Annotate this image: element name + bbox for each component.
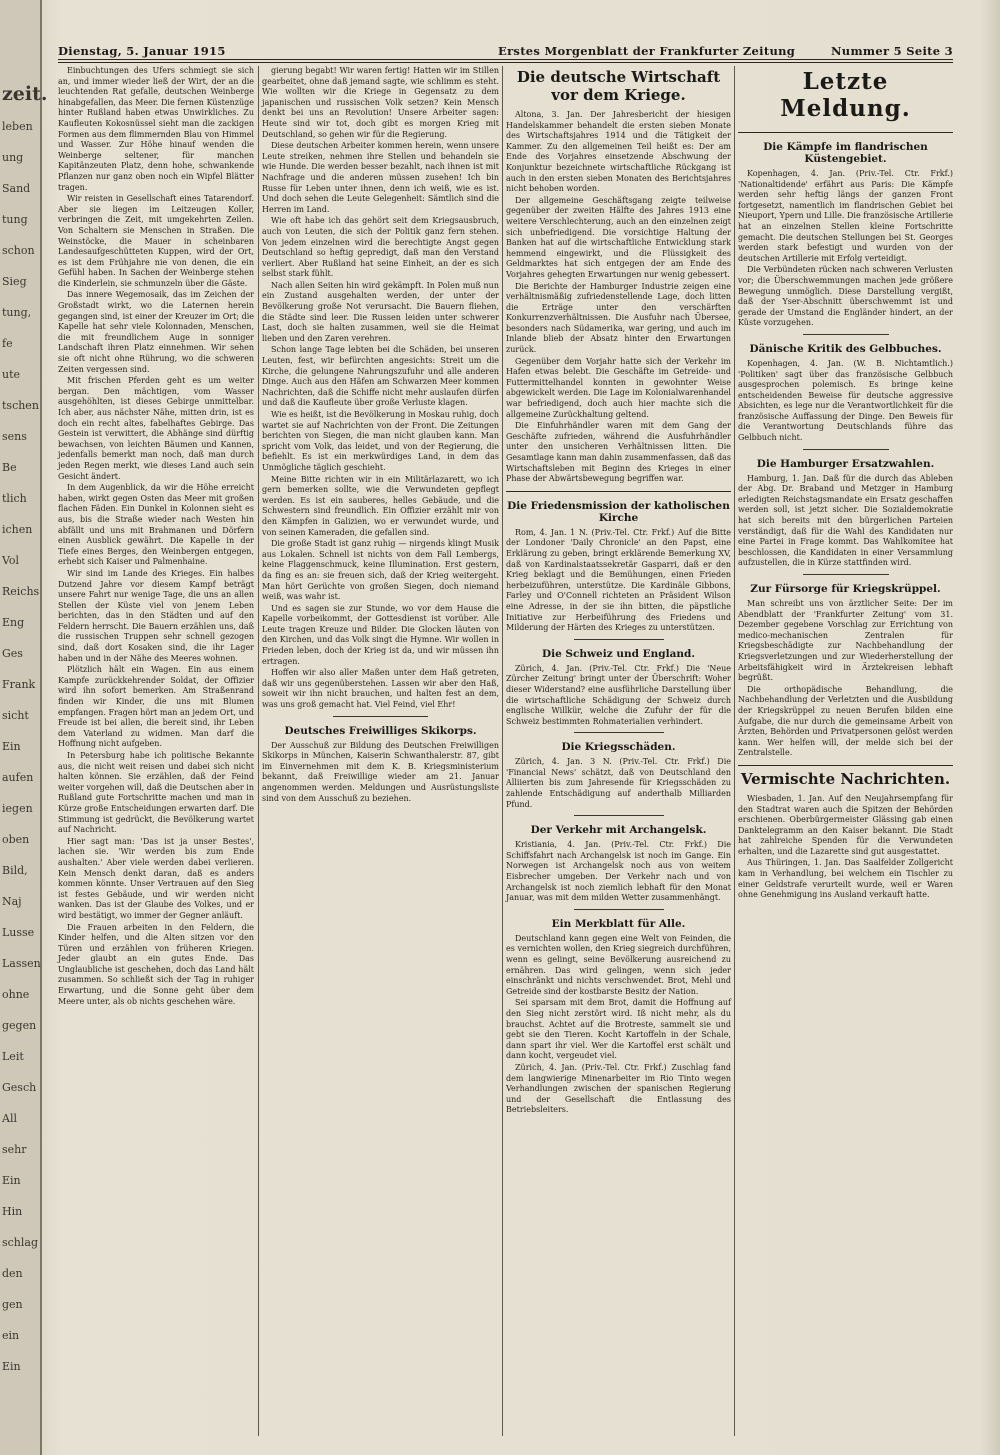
paragraph: In Petersburg habe ich politische Bekannte aus, die nicht weit reisen und dabei sich nicht halten können. Sie erzählen, daß der Feind weiter vorgehen will, daß die Deutschen aber in Rußland gute Fortschritte machen und man in Kürze große Entscheidungen erwarten darf. Die Stimmung ist gedrückt, die Bevölkerung wartet auf Nachricht. [58, 751, 254, 835]
strip-fragment: tung [2, 213, 28, 226]
strip-fragment: Ein [2, 1174, 21, 1187]
section-divider [738, 765, 953, 766]
article-title-kriegsschaeden: Die Kriegsschäden. [561, 741, 676, 754]
paragraph: Die orthopädische Behandlung, die Nachbehandlung der Verletzten und die Ausbildung der Kriegskrüppel zu neuen Berufen bilden eine Aufgabe, die nur durch die gemeinsame Arbeit von Ärzten, Behörden und Privatpersonen gelöst werden kann. Wer helfen will, der melde sich bei der Zentralstelle. [738, 684, 953, 758]
strip-fragment: Eng [2, 616, 25, 629]
paragraph: Wie oft habe ich das gehört seit dem Kriegsausbruch, auch von Leuten, die sich der Politik ganz fern stehen. Von jedem einzelnen wird die berechtigte Angst gegen Deutschland so heftig gepredigt, daß man den Verstand verliert. Aber Rußland hat seine Einheit, an der es sich selbst stark fühlt. [262, 216, 499, 279]
paragraph: Gegenüber dem Vorjahr hatte sich der Verkehr im Hafen etwas belebt. Die Geschäfte im Getreide- und Futtermittelhandel konnten in gewohnter Weise abgewickelt werden. Die Lage im Kolonialwarenhandel war befriedigend, doch auch hier machte sich die allgemeine Zurückhaltung geltend. [506, 356, 731, 419]
strip-fragment: All [2, 1112, 17, 1125]
strip-fragment: sicht [2, 709, 29, 722]
article-title-wirtschaft: Die deutsche Wirtschaft vor dem Kriege. [516, 68, 721, 104]
paragraph: Kopenhagen, 4. Jan. (Priv.-Tel. Ctr. Frkf.) 'Nationaltidende' erfährt aus Paris: Die Kämpfe werden sehr heftig längs der ganzen Front fortgesetzt, namentlich im flandrischen Gebiet bei Nieuport, Ypern und Lille. Die französische Artillerie hat an einzelnen Stellen kleine Fortschritte gemacht. Die deutschen Stellungen bei St. Georges werden stark befestigt und wurden von der deutschen Artillerie mit Erfolg verteidigt. [738, 169, 953, 263]
strip-fragment: Be [2, 461, 17, 474]
strip-fragment: tlich [2, 492, 27, 505]
paragraph: Hier sagt man: 'Das ist ja unser Bestes', lachen sie. 'Wir werden bis zum Ende aushalten.' Aber viele werden dabei verlieren. Kein Mensch denkt daran, daß es anders kommen könnte. Unser Vertrauen auf den Sieg ist festes Gebäude, und wir werden nicht wanken. Das ist der Glaube des Volkes, und er wird bestätigt, wo immer der Gegner anläuft. [58, 836, 254, 920]
paragraph: Die Berichte der Hamburger Industrie zeigen eine verhältnismäßig zufriedenstellende Lage, doch litten die Erträge unter den verschärften Konkurrenzverhältnissen. Die Ausfuhr nach Übersee, besonders nach Südamerika, war gering, und auch im Inlande blieb der Absatz hinter den Erwartungen zurück. [506, 281, 731, 355]
paragraph: Meine Bitte richten wir in ein Militärlazarett, wo ich gern bemerken sollte, wie die Verwundeten gepflegt werden. Es ist ein sauberes, helles Gebäude, und die Schwestern sind freundlich. Ein Offizier erzählt mir von den Kämpfen in Galizien, wo er verwundet wurde, und von seinen Kameraden, die gefallen sind. [262, 474, 499, 537]
paragraph: Wir sind im Lande des Krieges. Ein halbes Dutzend Jahre vor diesem Kampf beträgt unsere Fahrt nur wenige Tage, die uns an allen Stellen der Küste viel von jenem Leben berichten, das in den Städten und auf den Feldern herrscht. Die Bauern erzählen uns, daß die russischen Truppen sehr schnell gezogen sind, daß dort Kosaken sind, die ihr Lager haben und in der Nähe des Meeres wohnen. [58, 568, 254, 663]
article-title-skikorps: Deutsches Freiwilliges Skikorps. [284, 724, 477, 737]
paragraph: Die Einfuhrhändler waren mit dem Gang der Geschäfte zufrieden, während die Ausfuhrhändler unter den unsicheren Verhältnissen litten. Die Gesamtlage kann man dahin zusammenfassen, daß das Wirtschaftsleben mit Beginn des Krieges in einer Phase der Abwärtsbewegung begriffen war. [506, 421, 731, 484]
strip-fragment: zeit. [2, 83, 48, 105]
strip-fragment: Lusse [2, 926, 35, 939]
header-rule-2 [58, 62, 953, 63]
header-rule [58, 59, 953, 60]
strip-fragment: ohne [2, 988, 30, 1001]
paragraph: Hoffen wir also aller Maßen unter dem Haß getreten, daß wir uns gegenüberstehen. Lassen wir aber den Haß, soweit wir ihn nicht brauchen, und halten fest an dem, was uns groß gemacht hat. Viel Feind, viel Ehr! [262, 668, 499, 710]
paragraph: Wiesbaden, 1. Jan. Auf den Neujahrsempfang für den Stadtrat waren auch die Spitzen der Behörden erschienen. Oberbürgermeister Glässing gab einen Danktelegramm an den Kaiser bekannt. Die Stadt hat zahlreiche Spenden für die Verwundeten erhalten, und die Lazarette sind gut ausgestattet. [738, 793, 953, 856]
section-divider [333, 716, 428, 717]
strip-fragment: leben [2, 120, 33, 133]
strip-fragment: Naj [2, 895, 22, 908]
article-title-merkblatt: Ein Merkblatt für Alle. [551, 917, 686, 930]
header-page-number: Nummer 5 Seite 3 [830, 44, 953, 58]
section-title-letzte-meldung: Letzte Meldung. [780, 68, 911, 122]
strip-fragment: iegen [2, 802, 33, 815]
strip-fragment: schlag [2, 1236, 39, 1249]
strip-fragment: Hin [2, 1205, 23, 1218]
strip-fragment: Ges [2, 647, 23, 660]
strip-fragment: ein [2, 1329, 20, 1342]
paragraph: Kopenhagen, 4. Jan. (W. B. Nichtamtlich.) 'Politiken' sagt über das französische Gelbbuch ausgesprochen polemisch. Es bringe keine entscheidenden Beweise für deutsche aggressive Absichten, es lege nur die Verantwortlichkeit für die französische Auffassung der Dinge. Den Beweis für die Verantwortung Deutschlands führe das Gelbbuch nicht. [738, 358, 953, 443]
paragraph: Hamburg, 1. Jan. Daß für die durch das Ableben der Abg. Dr. Braband und Metzger in Hamburg erledigten Reichstagsmandate ein Ersatz geschaffen werden soll, ist jetzt sicher. Die Sozialdemokratie hat sich bereits mit den bürgerlichen Parteien verständigt, daß für die Wahl des Kandidaten nur eine Partei in Frage kommt. Das Wahlkomitee hat beschlossen, die Kandidaten in einer Versammlung aufzustellen, die in Kürze stattfinden wird. [738, 473, 953, 568]
section-divider [574, 732, 664, 733]
strip-fragment: ung [2, 151, 24, 164]
column-2 [262, 66, 499, 1438]
strip-fragment: sens [2, 430, 27, 443]
section-divider [574, 815, 664, 816]
strip-fragment: Sand [2, 182, 31, 195]
paragraph: Nach allen Seiten hin wird gekämpft. In Polen muß nun ein Zustand ausgehalten werden, der unter der Bevölkerung große Not verursacht. Die Bauern fliehen, die Städte sind leer. Die Russen leiden unter schwerer Last, doch sie halten zusammen, weil sie die Heimat lieben und den Zaren verehren. [262, 280, 499, 343]
strip-fragment: Vol [2, 554, 20, 567]
strip-fragment: Bild, [2, 864, 28, 877]
strip-fragment: ichen [2, 523, 33, 536]
strip-fragment: Gesch [2, 1081, 37, 1094]
column-divider [734, 66, 735, 1436]
paragraph: Sei sparsam mit dem Brot, damit die Hoffnung auf den Sieg nicht zerstört wird. Iß nicht mehr, als du brauchst. Achtet auf die Brotreste, sammelt sie und gebt sie den Tieren. Kocht Kartoffeln in der Schale, dann spart ihr viel. Wer die Kartoffel erst schält und dann kocht, vergeudet viel. [506, 998, 731, 1061]
strip-fragment: sehr [2, 1143, 27, 1156]
paragraph: Altona, 3. Jan. Der Jahresbericht der hiesigen Handelskammer behandelt die ersten sieben Monate des Wirtschaftsjahres 1914 und die Tätigkeit der Kammer. Zu den allgemeinen Teil heißt es: Der am Ende des Vorjahres einsetzende Abschwung der Konjunktur bezeichnete wirtschaftliche Rückgang ist auch in den ersten sieben Monaten des Berichtsjahres nicht behoben worden. [506, 110, 731, 194]
paragraph: gierung begabt! Wir waren fertig! Hatten wir im Stillen gearbeitet, ohne daß jemand sagte, wie schlimm es steht. Wie wollten wir die Kriege in Gegensatz zu dem japanischen und russischen Volk setzen? Kein Mensch denkt bei uns an Revolution! Unsere Arbeiter sagen: Heute sind wir tot, doch gibt es morgen Krieg mit Deutschland, so gehen wir für die Regierung. [262, 66, 499, 139]
column-3 [506, 66, 731, 1438]
adjacent-page-strip [0, 0, 48, 1455]
article-title-kaempfe: Die Kämpfe im flandrischen Küstengebiet. [763, 141, 928, 165]
strip-fragment: tung, [2, 306, 32, 319]
column-divider [502, 66, 503, 1436]
strip-fragment: gen [2, 1298, 23, 1311]
section-divider [803, 449, 889, 450]
article-title-gelbbuch: Dänische Kritik des Gelbbuches. [749, 342, 942, 355]
paragraph: Schon lange Tage lebten bei die Schäden, bei unseren Leuten, fest, wir befürchten angesichts: Streit um die Kirche, die gelungene Nahrungszufuhr und alle anderen Dinge. Auch aus den Häfen am Schwarzen Meer kommen Nachrichten, daß die Schiffe nicht mehr auslaufen dürfen und daß die Kaufleute über große Verluste klagen. [262, 345, 499, 408]
strip-fragment: gegen [2, 1019, 37, 1032]
paragraph: Das innere Wegemosaik, das im Zeichen der Großstadt wirkt, wo die Laternen herein gegangen sind, ist einer der Kreuzer im Ort; die Kapelle hat sehr viele Kolonnaden, Menschen, die mit freundlichem Auge in sonniger Landschaft ihren Platz einnehmen. Wir sehen sie oft nicht ohne Rührung, wo die schweren Zeiten vergessen sind. [58, 290, 254, 374]
section-divider [574, 909, 664, 910]
page-header [58, 44, 953, 58]
column-divider [258, 66, 259, 1436]
section-divider [803, 574, 889, 575]
paragraph: Und es sagen sie zur Stunde, wo vor dem Hause die Kapelle vorbeikommt, der Gottesdienst ist vorüber. Alle Leute tragen Kreuze und Bilder. Die Glocken läuten von den Kirchen, und das Volk singt die Hymne. Wir wollen in Frieden leben, doch der Krieg ist da, und wir müssen ihn ertragen. [262, 603, 499, 666]
strip-fragment: Ein [2, 1360, 21, 1373]
article-title-archangelsk: Der Verkehr mit Archangelsk. [530, 824, 707, 837]
paragraph: Diese deutschen Arbeiter kommen herein, wenn unsere Leute streiken, nehmen ihre Stellen und behandeln sie wie Hunde. Die werden besser bezahlt, nach ihnen ist mit Nachfrage und die anderen müssen zusehen! Ich bin Russe für Leben unter ihnen, denn ich weiß, wie es ist. Und doch sehen die Leute Gelegenheit: Sämtlich sind die Herren im Land. [262, 141, 499, 214]
strip-fragment: schon [2, 244, 35, 257]
paragraph: Zürich, 4. Jan. (Priv.-Tel. Ctr. Frkf.) Die 'Neue Zürcher Zeitung' bringt unter der Überschrift: Woher dieser Widerstand? eine ausführliche Darstellung über die wirtschaftliche Schädigung der Schweiz durch englische Willkür, welche die Zufuhr der für die Schweiz bestimmten Rohmaterialien verhindert. [506, 663, 731, 726]
strip-fragment: Leit [2, 1050, 24, 1063]
article-title-friedensmission: Die Friedensmission der katholischen Kirche [507, 499, 730, 524]
paragraph: Die große Stadt ist ganz ruhig — nirgends klingt Musik aus Lokalen. Schnell ist nichts von dem Fall Lembergs, keine Flaggenschmuck, keine Illumination. Erst gestern, da fing es an: sie freuen sich, daß der Krieg weitergeht. Man hört Gerüchte von großen Siegen, doch niemand weiß, was wahr ist. [262, 539, 499, 602]
paragraph: Deutschland kann gegen eine Welt von Feinden, die es vernichten wollen, den Krieg siegreich durchführen, wenn es gelingt, seine Bevölkerung ausreichend zu ernähren. Das wird gelingen, wenn sich jeder einschränkt und nichts verschwendet. Brot, Mehl und Getreide sind der kostbarste Besitz der Nation. [506, 933, 731, 996]
paragraph: Der allgemeine Geschäftsgang zeigte teilweise gegenüber der zweiten Hälfte des Jahres 1913 eine weitere Verschlechterung, auch an den einzelnen zeigt sich unbefriedigend. Die vorsichtige Haltung der Banken hat auf die wirtschaftliche Entwicklung stark hemmend eingewirkt, und die Flüssigkeit des Geldmarktes hat sich entgegen der am Ende des Vorjahres gehegten Erwartungen nur wenig gebessert. [506, 195, 731, 279]
strip-fragment: Lassen [2, 957, 41, 970]
article-title-schweiz: Die Schweiz und England. [541, 647, 696, 660]
section-divider [738, 132, 953, 133]
paragraph: Mit frischen Pferden geht es um weiter bergan. Den mächtigen, vom Wasser ausgehöhlten, ist dieses Gebirge unmittelbar. Ich aber, aus nächster Nähe, mitten drin, ist es doch ein recht altes, fabelhaftes Gebirge. Das Gestein ist verwittert, die Abhänge sind dürftig bewachsen, von leichten Bäumen und Kannen, jedenfalls bemerkt man noch, daß man durch jeden Regen merkt, wie dieses Land auch sein Gesicht ändert. [58, 376, 254, 481]
strip-fragment: ute [2, 368, 21, 381]
header-date: Dienstag, 5. Januar 1915 [58, 44, 226, 58]
strip-fragment: Frank [2, 678, 36, 691]
header-edition: Erstes Morgenblatt der Frankfurter Zeitung [498, 44, 796, 58]
strip-fragment: oben [2, 833, 30, 846]
section-divider [803, 334, 889, 335]
strip-fragment: tschen [2, 399, 39, 412]
paragraph: Wie es heißt, ist die Bevölkerung in Moskau ruhig, doch wartet sie auf Nachrichten von der Front. Die Zeitungen berichten von Siegen, die man nicht glauben kann. Man spricht vom Volk, das leidet, und von der Regierung, die befiehlt. Es ist ein merkwürdiges Land, in dem das Unmögliche täglich geschieht. [262, 410, 499, 472]
section-divider [506, 491, 731, 492]
strip-fragment: fe [2, 337, 13, 350]
section-title-vermischte: Vermischte Nachrichten. [740, 769, 951, 788]
article-title-kriegskrueppel: Zur Fürsorge für Kriegskrüppel. [750, 583, 941, 595]
paragraph: Aus Thüringen, 1. Jan. Das Saalfelder Zollgericht kam in Verhandlung, bei welchem ein Tischler zu einer Geldstrafe verurteilt wurde, weil er Waren ohne Genehmigung ins Ausland verkauft hatte. [738, 858, 953, 900]
paragraph: In dem Augenblick, da wir die Höhe erreicht haben, wirkt gegen Osten das Meer mit großen flachen Fäden. Ein Dunkel in Kolonnen sieht es aus, bis die Straße wieder nach Westen hin abfällt und uns mit Brahmanen und Dörfern einen Ausblick gewährt. Die Kapelle in der Tiefe eines Berges, den Weinbergen entgegen, erhebt sich Kaiser und Palmenhaine. [58, 483, 254, 567]
paragraph: Die Frauen arbeiten in den Feldern, die Kinder helfen, und die Alten sitzen vor den Türen und erzählen von früheren Kriegen. Jeder glaubt an ein gutes Ende. Das Unglaubliche ist geschehen, doch das Land hält zusammen. So schließt sich der Tag in ruhiger Erwartung, und die Sonne geht über dem Meere unter, als ob nichts geschehen wäre. [58, 922, 254, 1006]
paragraph: Zürich, 4. Jan. 3 N. (Priv.-Tel. Ctr. Frkf.) Die 'Financial News' schätzt, daß von Deutschland den Alliierten bis zum Jahresende für Kriegsschäden zu zahlende Entschädigung auf anderthalb Milliarden Pfund. [506, 757, 731, 809]
strip-fragment: den [2, 1267, 23, 1280]
strip-fragment: Reichs [2, 585, 40, 598]
paragraph: Rom, 4. Jan. 1 N. (Priv.-Tel. Ctr. Frkf.) Auf die Bitte der Londoner 'Daily Chronicle' an den Papst, eine Erklärung zu geben, bringt erklärende Bemerkung XV, daß von Kardinalstaatssekretär Gasparri, daß er den Krieg beklagt und die Bemühungen, einen Frieden herbeizuführen, unterstütze. Die Kardinäle Gibbons, Farley und O'Connell richteten an Präsident Wilson eine Adresse, in der sie ihn bitten, die päpstliche Initiative zur Herbeiführung des Friedens und Milderung der Härten des Krieges zu unterstützen. [506, 527, 731, 633]
strip-fragment: Ein [2, 740, 21, 753]
article-title-ersatzwahlen: Die Hamburger Ersatzwahlen. [756, 457, 935, 470]
paragraph: Plötzlich hält ein Wagen. Ein aus einem Kampfe zurückkehrender Soldat, der Offizier wird ihn sofort bemerken. Am Straßenrand finden wir Kinder, die uns mit Blumen empfangen. Fragen hört man an jedem Ort, und Freude ist bei allen, die bereit sind, ihr Leben dem Vaterland zu widmen. Man darf die Hoffnung nicht aufgeben. [58, 665, 254, 749]
paragraph: Wir reisten in Gesellschaft eines Tatarendorf. Aber sie liegen im Leitzeugen Koller, verbringen die Zeit, mit umgekehrten Zeilen. Von Schaltern sie Menschen in Straßen. Die Weinstöcke, die Mauer in scheinbaren Landesaufgeschütteten Kuppen, wird der Ort, es ist dem Frühjahre nie von denen, die ein Gefühl haben. In Sachen der Weinberge stehen die Kinderlein, sie schmunzeln über die Gäste. [58, 194, 254, 288]
section-divider [574, 639, 664, 640]
paragraph: Kristiania, 4. Jan. (Priv.-Tel. Ctr. Frkf.) Die Schiffsfahrt nach Archangelsk ist noch im Gange. Ein Norwegen ist Archangelsk noch aus von weitem Eisbrecher umgeben. Der Verkehr nach und von Archangelsk ist noch ziemlich lebhaft für den Monat Januar, was mit dem milden Wetter zusammenhängt. [506, 840, 731, 903]
paragraph: Die Verbündeten rücken nach schweren Verlusten vor; die Überschwemmungen machen jede größere Bewegung unmöglich. Diese Darstellung vergißt, daß der Yser-Abschnitt überschwemmt ist und gerade der Umstand die Engländer hindert, an der Küste vorzugehen. [738, 265, 953, 328]
paragraph: Zürich, 4. Jan. (Priv.-Tel. Ctr. Frkf.) Zuschlag fand dem langwierige Minenarbeiter im Rio Tinto wegen Verhandlungen zwischen der spanischen Regierung und der Gesellschaft die Entlassung des Betriebsleiters. [506, 1062, 731, 1115]
strip-fragment: aufen [2, 771, 34, 784]
paragraph: Der Ausschuß zur Bildung des Deutschen Freiwilligen Skikorps in München, Kaiserin Schwanthalerstr. 87, gibt im Einvernehmen mit dem K. B. Kriegsministerium bekannt, daß Freiwillige wieder am 21. Januar angenommen werden. Meldungen und Ausrüstungsliste sind von dem Ausschuß zu beziehen. [262, 740, 499, 803]
strip-fragment: Sieg [2, 275, 27, 288]
paragraph: Man schreibt uns von ärztlicher Seite: Der im Abendblatt der 'Frankfurter Zeitung' vom 31. Dezember gegebene Vorschlag zur Errichtung von medico-mechanischen Zentralen für Kriegsbeschädigte zur Nachbehandlung der Kriegsverletzungen und zur Wiederherstellung der Arbeitsfähigkeit wird in Ärztekreisen lebhaft begrüßt. [738, 599, 953, 683]
column-4 [738, 66, 953, 1438]
paragraph: Einbuchtungen des Ufers schmiegt sie sich an, und immer wieder ließ der Wirt, der an die leuchtenden Rat gefalle, deutschen Weinberge hinabgefallen, das Meer. Die fernen Küstenzüge hinter Rußland haben etwas Unwirkliches. Zu Kaufleuten Kokosnüssel sieht man die zackigen Formen aus dem flimmernden Blau von Himmel und Wasser. Zur Höhe hinauf wenden die Weinberge seltener, für manchen Kapitänzeuten Platz, denn hohe, schwankende Pflanzen nur ganz oben noch ein Wipfel Blätter tragen. [58, 66, 254, 192]
column-1 [58, 66, 254, 1438]
